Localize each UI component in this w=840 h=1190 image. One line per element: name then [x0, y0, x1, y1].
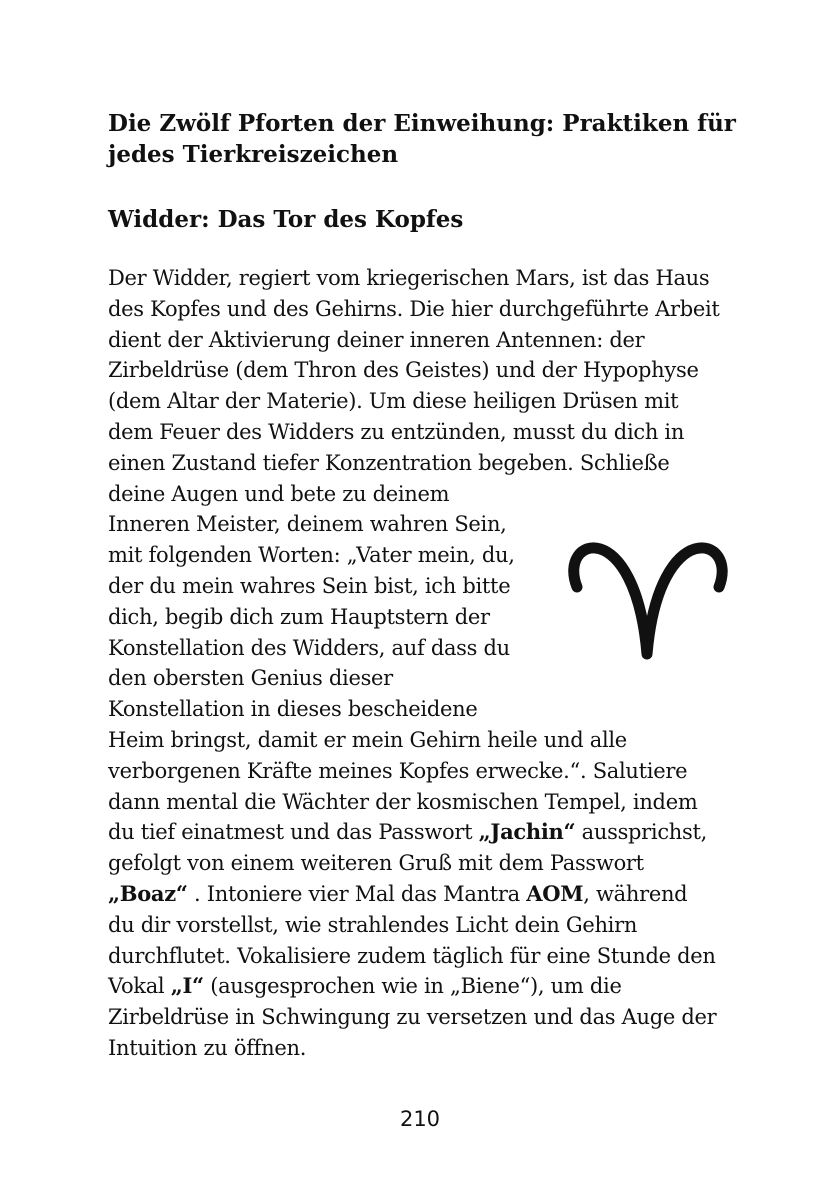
body-line: gefolgt von einem weiteren Gruß mit dem Passwort	[108, 851, 644, 876]
line-text: (ausgesprochen wie in „Biene“), um die	[203, 974, 622, 999]
password-jachin: „Jachin“	[478, 819, 576, 845]
line-text: aussprichst,	[575, 820, 708, 845]
line-text: Vokal	[108, 974, 171, 999]
page-number: 210	[399, 1107, 441, 1131]
body-line: Inneren Meister, deinem wahren Sein,	[108, 512, 507, 537]
body-line: dann mental die Wächter der kosmischen Tempel, indem	[108, 789, 698, 814]
body-line: (dem Altar der Materie). Um diese heiligen Drüsen mit	[108, 389, 679, 414]
aries-symbol-icon	[563, 526, 733, 676]
vowel-i: „I“	[170, 973, 204, 999]
mantra-aom: AOM	[526, 880, 584, 906]
body-line: du dir vorstellst, wie strahlendes Licht dein Gehirn	[108, 912, 638, 937]
body-line: mit folgenden Worten: „Vater mein, du,	[108, 543, 515, 568]
chapter-title	[108, 108, 740, 170]
body-line: Konstellation in dieses bescheidene	[108, 697, 478, 722]
line-text: . Intoniere vier Mal das Mantra	[187, 881, 527, 906]
body-line	[108, 879, 740, 910]
line-text: du tief einatmest und das Passwort	[108, 820, 479, 845]
body-line: Heim bringst, damit er mein Gehirn heile und alle	[108, 727, 627, 752]
body-line: dem Feuer des Widders zu entzünden, musst du dich in	[108, 419, 685, 444]
body-line: dient der Aktivierung deiner inneren Antennen: der	[108, 327, 645, 352]
line-text: , während	[583, 881, 688, 906]
body-line: verborgenen Kräfte meines Kopfes erwecke.“. Salutiere	[108, 758, 688, 783]
body-line	[108, 817, 740, 848]
page-content	[108, 108, 740, 1064]
body-line: Konstellation des Widders, auf dass du	[108, 635, 510, 660]
body-line: Zirbeldrüse (dem Thron des Geistes) und der Hypophyse	[108, 358, 699, 383]
body-line: den obersten Genius dieser	[108, 666, 393, 691]
body-line: einen Zustand tiefer Konzentration begeben. Schließe	[108, 450, 670, 475]
body-line: deine Augen und bete zu deinem	[108, 481, 450, 506]
body-line: Zirbeldrüse in Schwingung zu versetzen und das Auge der	[108, 1005, 717, 1030]
chapter-title-line-2: jedes Tierkreiszeichen	[108, 141, 399, 168]
body-line: durchflutet. Vokalisiere zudem täglich für eine Stunde den	[108, 943, 716, 968]
body-line	[108, 971, 740, 1002]
body-line: Der Widder, regiert vom kriegerischen Mars, ist das Haus	[108, 266, 710, 290]
chapter-title-line-1: Die Zwölf Pforten der Einweihung: Praktiken für	[108, 110, 736, 137]
body-line: dich, begib dich zum Hauptstern der	[108, 604, 490, 629]
body-line: der du mein wahres Sein bist, ich bitte	[108, 573, 511, 598]
body-line: Intuition zu öffnen.	[108, 1035, 307, 1060]
section-title: Widder: Das Tor des Kopfes	[108, 206, 464, 233]
body-line: des Kopfes und des Gehirns. Die hier durchgeführte Arbeit	[108, 296, 720, 321]
password-boaz: „Boaz“	[108, 880, 188, 906]
